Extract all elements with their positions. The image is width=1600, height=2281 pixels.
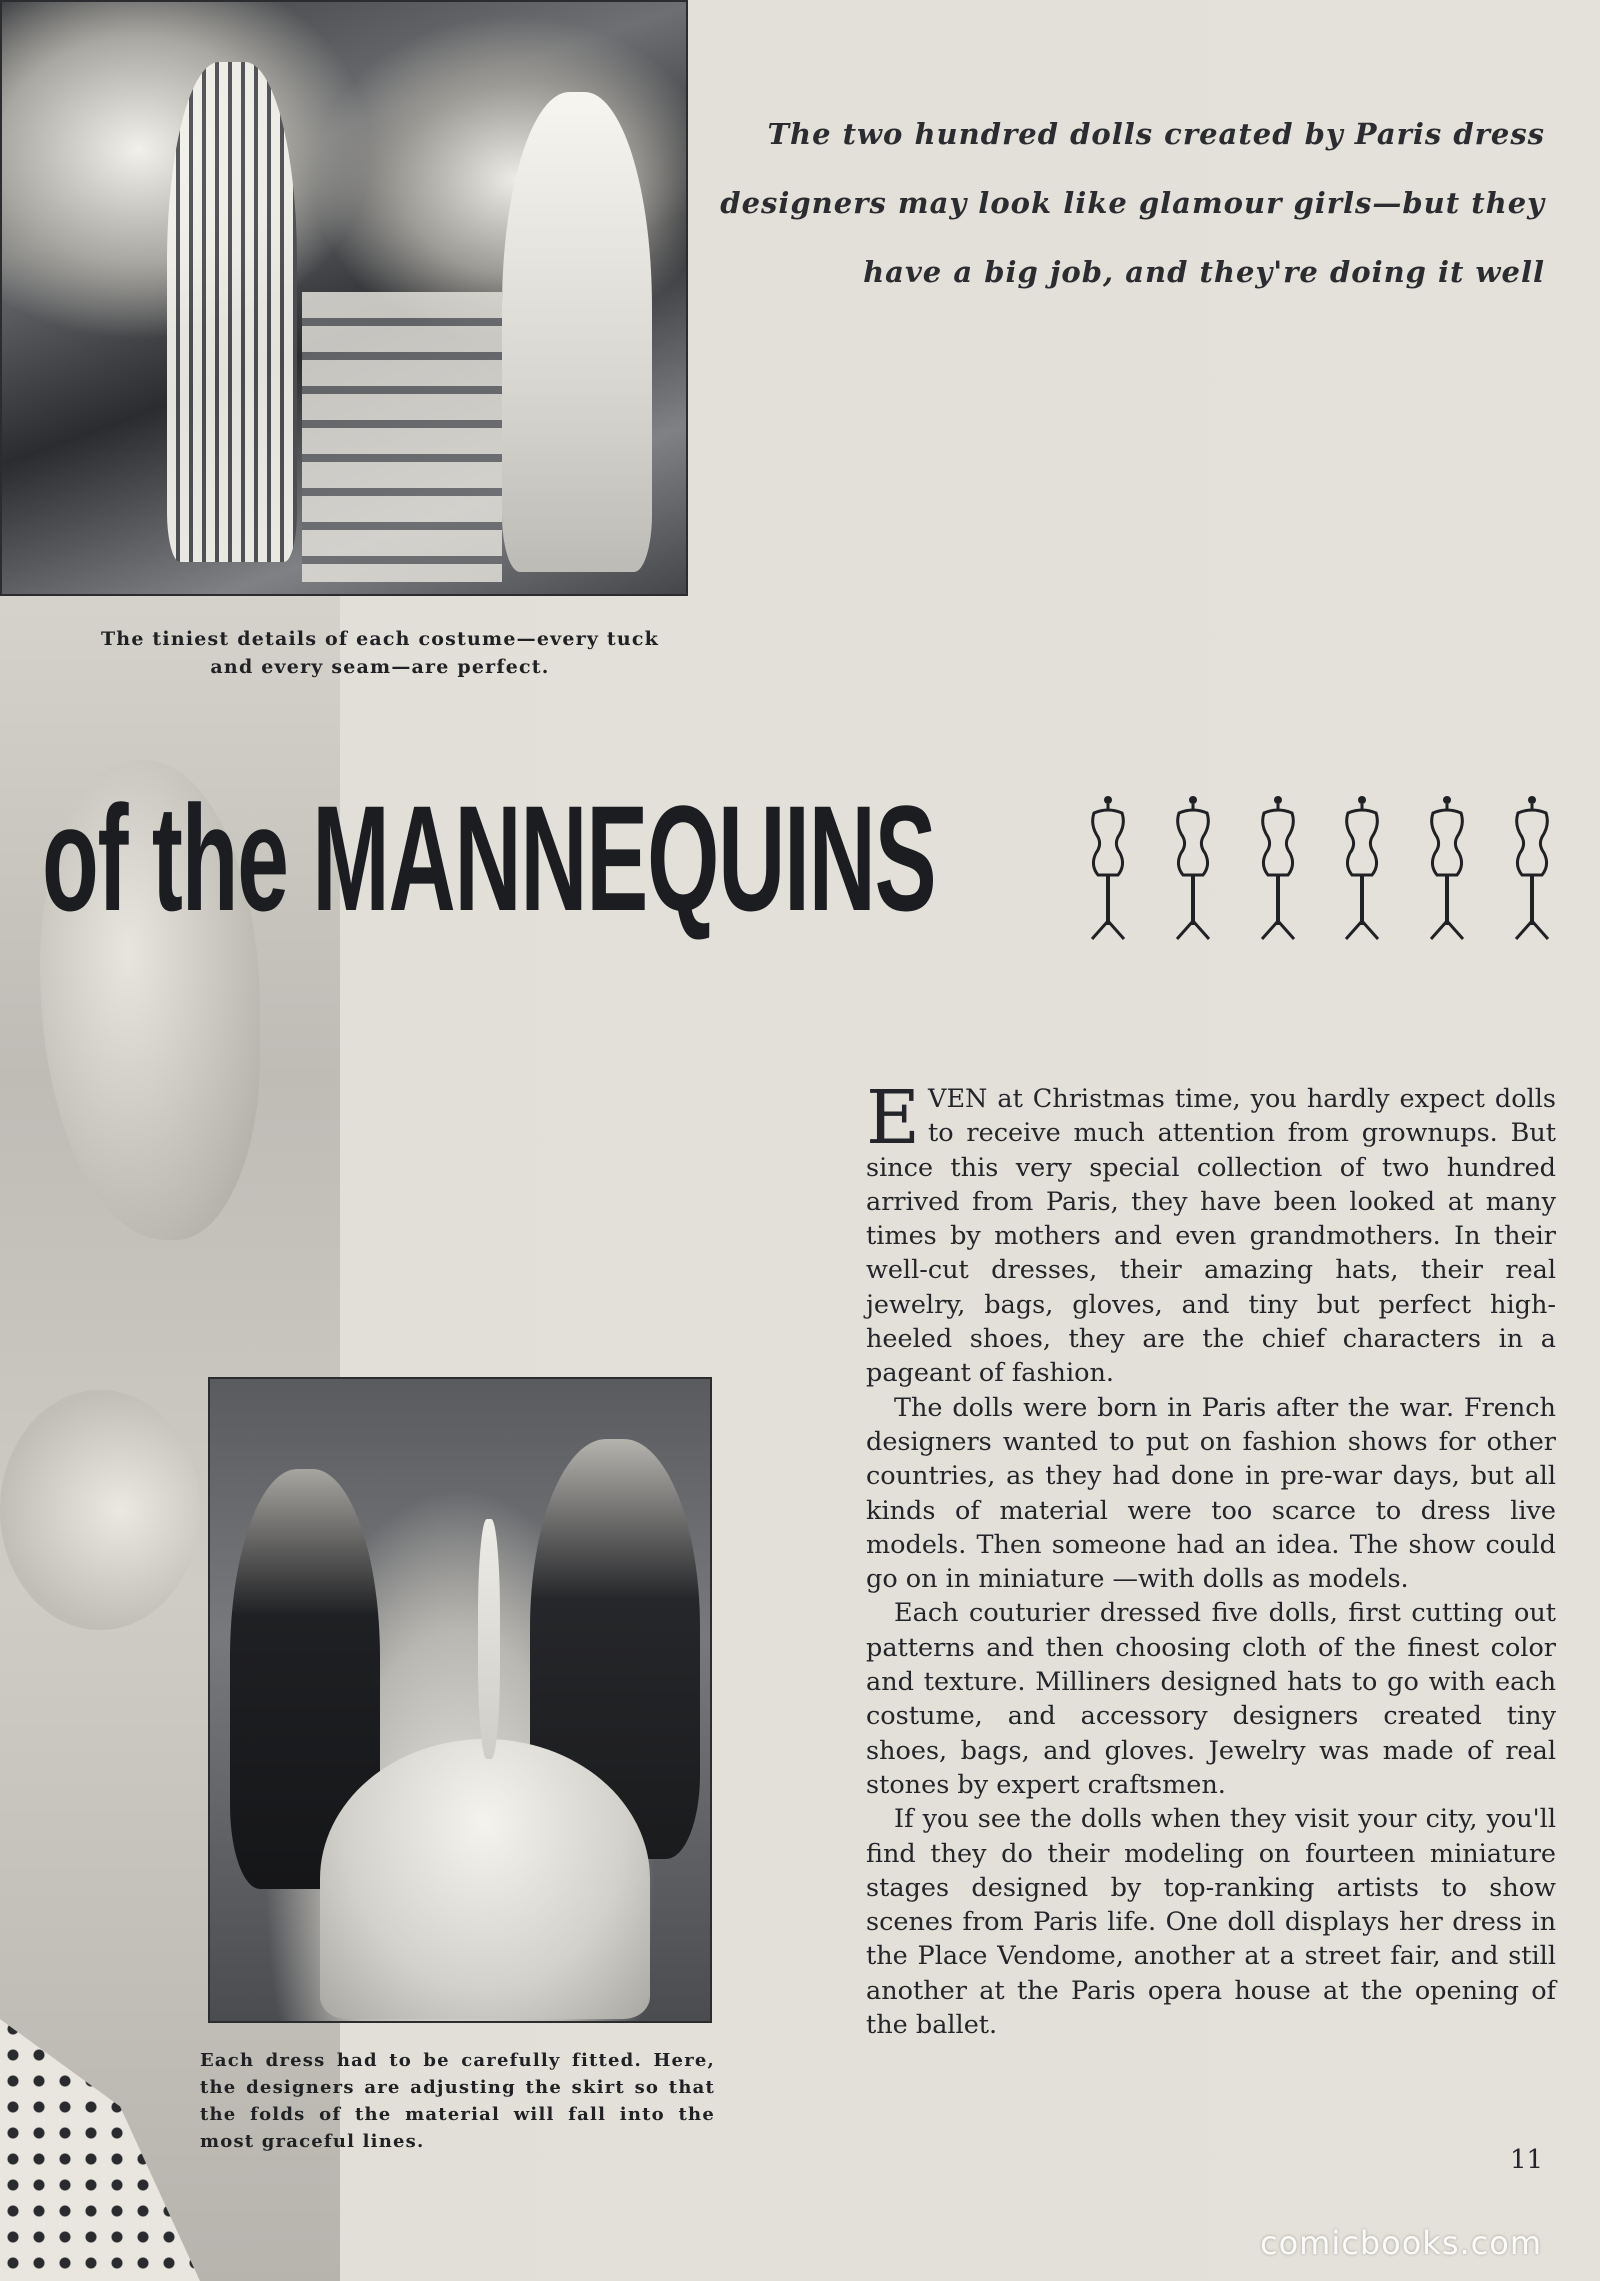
dress-form-icon: [1250, 793, 1306, 943]
caption-top: The tiniest details of each costume—every tuck and every seam—are perfect.: [100, 628, 660, 678]
dress-form-icon: [1419, 793, 1475, 943]
photo-stairs: [302, 292, 502, 582]
headline-main: MANNEQUINS: [312, 774, 936, 942]
dress-form-icon: [1504, 793, 1560, 943]
article-body: [866, 1075, 1556, 2042]
photo-doll-body: [478, 1519, 500, 1759]
photo-designers-fitting: [208, 1377, 712, 2023]
dress-form-icon: [1165, 793, 1221, 943]
mannequin-row: [1080, 793, 1560, 943]
article-paragraph: Each couturier dressed five dolls, first cutting out patterns and then choosing cloth of the finest color and texture. Milliners designed hats to go with each costume, and accessory designers created tiny shoes, bags, and gloves. Jewelry was made of real stones by expert craftsmen.: [866, 1598, 1556, 1800]
page-number: 11: [1510, 2145, 1544, 2175]
tagline: The two hundred dolls created by Paris dress designers may look like glamour girls—but they have a big job, and they're doing it well: [720, 117, 1545, 289]
headline: [42, 774, 936, 948]
article-paragraph: EVEN at Christmas time, you hardly expect dolls to receive much attention from grownups. But since this very special collection of two hundred arrived from Paris, they have been looked at many times by mothers and even grandmothers. In their well-cut dresses, their amazing hats, their real jewelry, bags, gloves, and tiny but perfect high-heeled shoes, they are the chief characters in a pageant of fashion.: [866, 1075, 1556, 1389]
photo-striped-doll: [167, 62, 297, 562]
dress-form-icon: [1080, 793, 1136, 943]
photo-dolls-on-stairs: [0, 0, 688, 596]
dress-form-icon: [1334, 793, 1390, 943]
photo-white-doll: [502, 92, 652, 572]
collage-doll-hand: [0, 1390, 200, 1630]
article-paragraph: The dolls were born in Paris after the war. French designers wanted to put on fashion shows for other countries, as they had done in pre-war days, but all kinds of material were too scarce to dress live models. Then someone had an idea. The show could go on in miniature —with dolls as models.: [866, 1392, 1556, 1595]
drop-cap: E: [866, 1075, 921, 1161]
photo-doll-gown: [320, 1739, 650, 2019]
headline-prefix: of the: [42, 774, 313, 942]
article-paragraph: If you see the dolls when they visit your city, you'll find they do their modeling on fourteen miniature stages designed by top-ranking artists to show scenes from Paris life. One doll displays her dress in the Place Vendome, another at a street fair, and still another at the Paris opera house at the opening of the ballet.: [866, 1804, 1556, 2041]
watermark: comicbooks.com: [1260, 2224, 1543, 2262]
caption-bottom: Each dress had to be carefully fitted. Here, the designers are adjusting the skirt so that the folds of the material will fall into the most graceful lines.: [200, 2050, 715, 2152]
